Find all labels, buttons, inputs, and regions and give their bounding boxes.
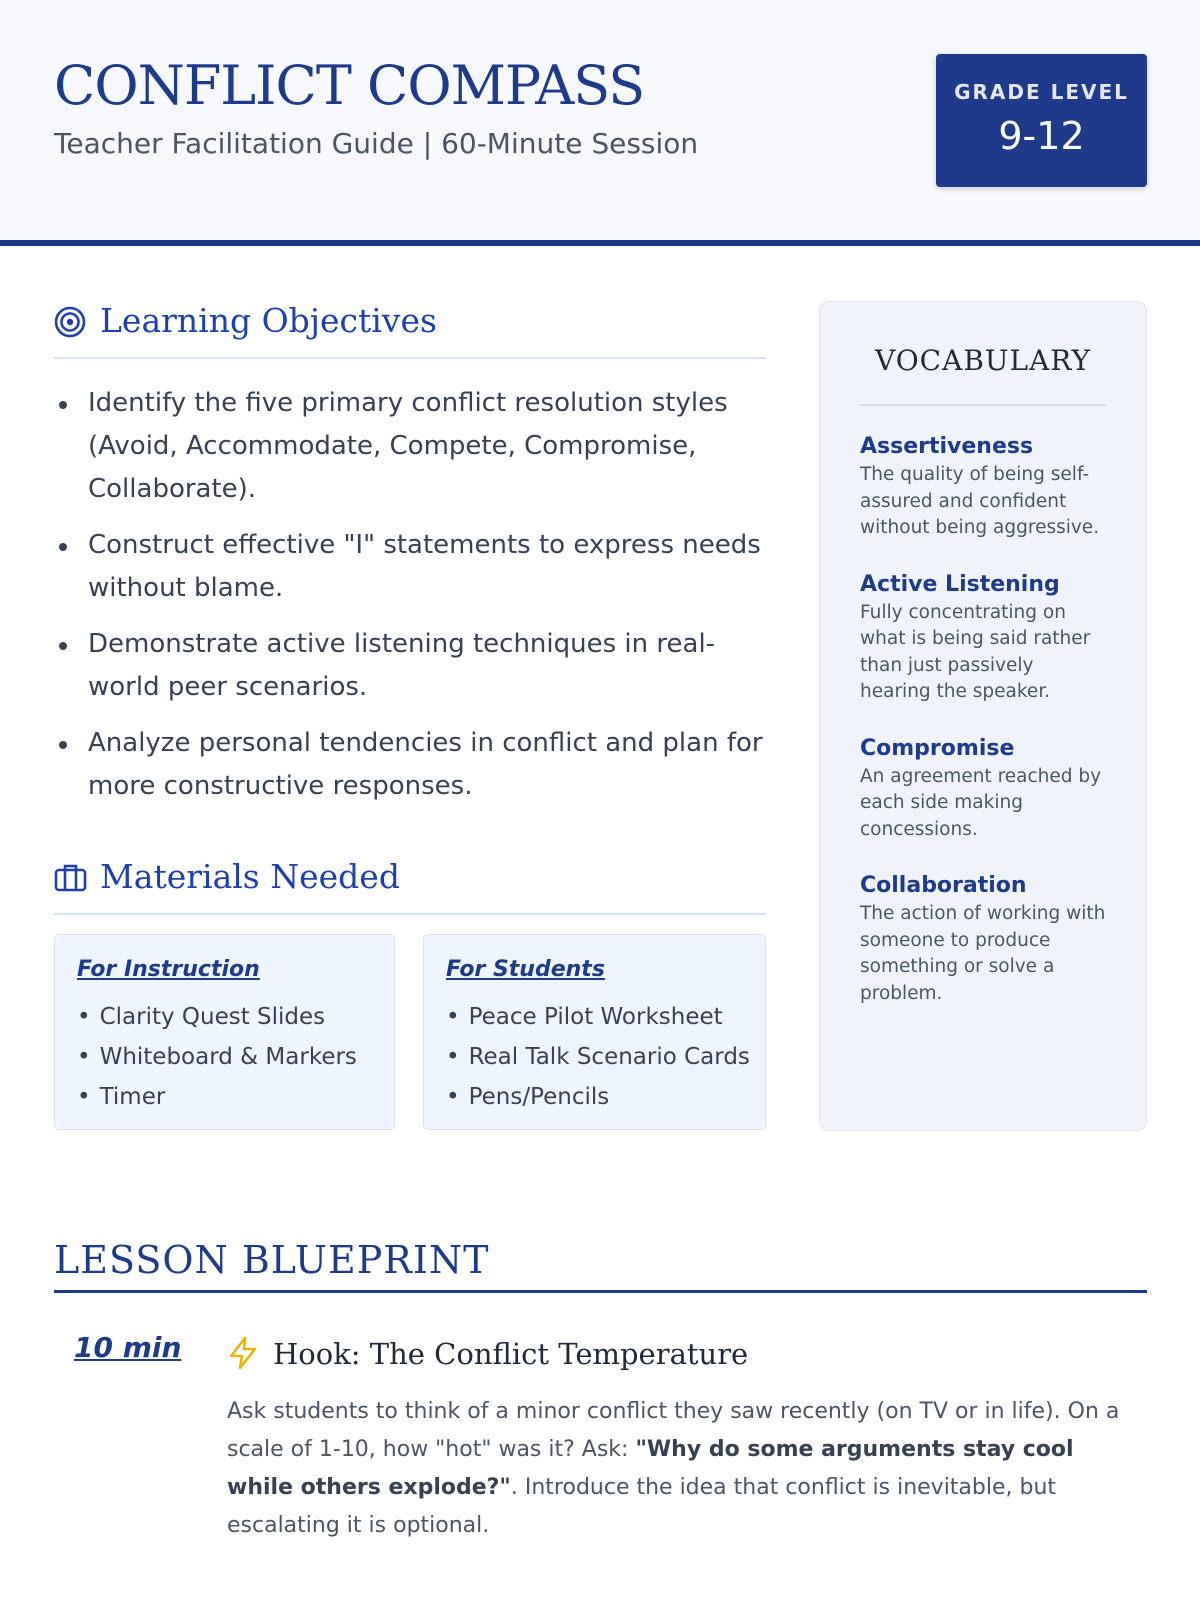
- lightning-icon: [226, 1336, 260, 1370]
- list-item: • Clarity Quest Slides: [77, 997, 357, 1037]
- list-item: Demonstrate active listening techniques in real-world peer scenarios.: [54, 623, 766, 709]
- objectives-title: Learning Objectives: [100, 301, 437, 340]
- page-subtitle: Teacher Facilitation Guide | 60-Minute Session: [54, 127, 699, 160]
- step-body: [227, 1393, 1147, 1545]
- materials-instruction-list: [77, 997, 357, 1117]
- term-definition: The quality of being self-assured and confident without being aggressive.: [860, 464, 1100, 538]
- target-icon: [54, 305, 88, 339]
- term-definition: Fully concentrating on what is being said rather than just passively hearing the speaker.: [860, 601, 1091, 702]
- vocabulary-term: [860, 734, 1108, 844]
- vocabulary-title: VOCABULARY: [860, 344, 1106, 406]
- grade-level-value: 9-12: [998, 114, 1085, 158]
- vocabulary-sidebar: [819, 301, 1147, 1131]
- list-item: • Whiteboard & Markers: [77, 1037, 357, 1077]
- materials-header: [54, 853, 766, 915]
- list-item: • Timer: [77, 1077, 357, 1117]
- materials-title: Materials Needed: [100, 857, 400, 896]
- vocabulary-term: [860, 570, 1108, 706]
- step-time: 10 min: [74, 1331, 182, 1364]
- list-item: Analyze personal tendencies in conflict and plan for more constructive responses.: [54, 722, 766, 808]
- materials-students-list: [446, 997, 750, 1117]
- step-body-text: . Introduce the idea that conflict is inevitable, but escalating it is optional.: [227, 1475, 1057, 1538]
- list-item: • Peace Pilot Worksheet: [446, 997, 750, 1037]
- term-name: Assertiveness: [860, 434, 1034, 459]
- materials-students-card: [423, 934, 766, 1130]
- term-name: Active Listening: [860, 571, 1060, 597]
- step-title: Hook: The Conflict Temperature: [273, 1337, 749, 1371]
- term-definition: An agreement reached by each side making concessions.: [860, 765, 1102, 840]
- term-name: Collaboration: [860, 873, 1027, 898]
- blueprint-title: LESSON BLUEPRINT: [54, 1236, 1147, 1293]
- vocabulary-term: [860, 432, 1108, 542]
- list-item: • Pens/Pencils: [446, 1077, 750, 1117]
- list-item: Construct effective "I" statements to express needs without blame.: [54, 524, 766, 610]
- page-title: CONFLICT COMPASS: [54, 54, 645, 117]
- materials-instruction-title: For Instruction: [77, 957, 260, 982]
- step-body-text: Ask students to think of a minor conflict they saw recently (on TV or in life). On a scale of 1-10, how "hot" was it? Ask:: [227, 1399, 1120, 1462]
- grade-level-label: GRADE LEVEL: [954, 80, 1129, 104]
- briefcase-icon: [54, 861, 88, 895]
- materials-instruction-card: [54, 934, 395, 1130]
- objectives-header: [54, 297, 766, 359]
- materials-students-title: For Students: [446, 957, 605, 982]
- list-item: Identify the five primary conflict resolution styles (Avoid, Accommodate, Compete, Compromise, Collaborate).: [54, 382, 766, 511]
- page-header: [0, 0, 1200, 246]
- vocabulary-list: [860, 432, 1108, 1035]
- list-item: • Real Talk Scenario Cards: [446, 1037, 750, 1077]
- term-definition: The action of working with someone to produce something or solve a problem.: [860, 903, 1106, 1004]
- grade-level-badge: [936, 54, 1147, 187]
- objectives-list: [54, 382, 766, 821]
- step-body-question: "Why do some arguments stay cool while others explode?": [227, 1437, 1074, 1500]
- vocabulary-term: [860, 871, 1108, 1007]
- term-name: Compromise: [860, 735, 1015, 761]
